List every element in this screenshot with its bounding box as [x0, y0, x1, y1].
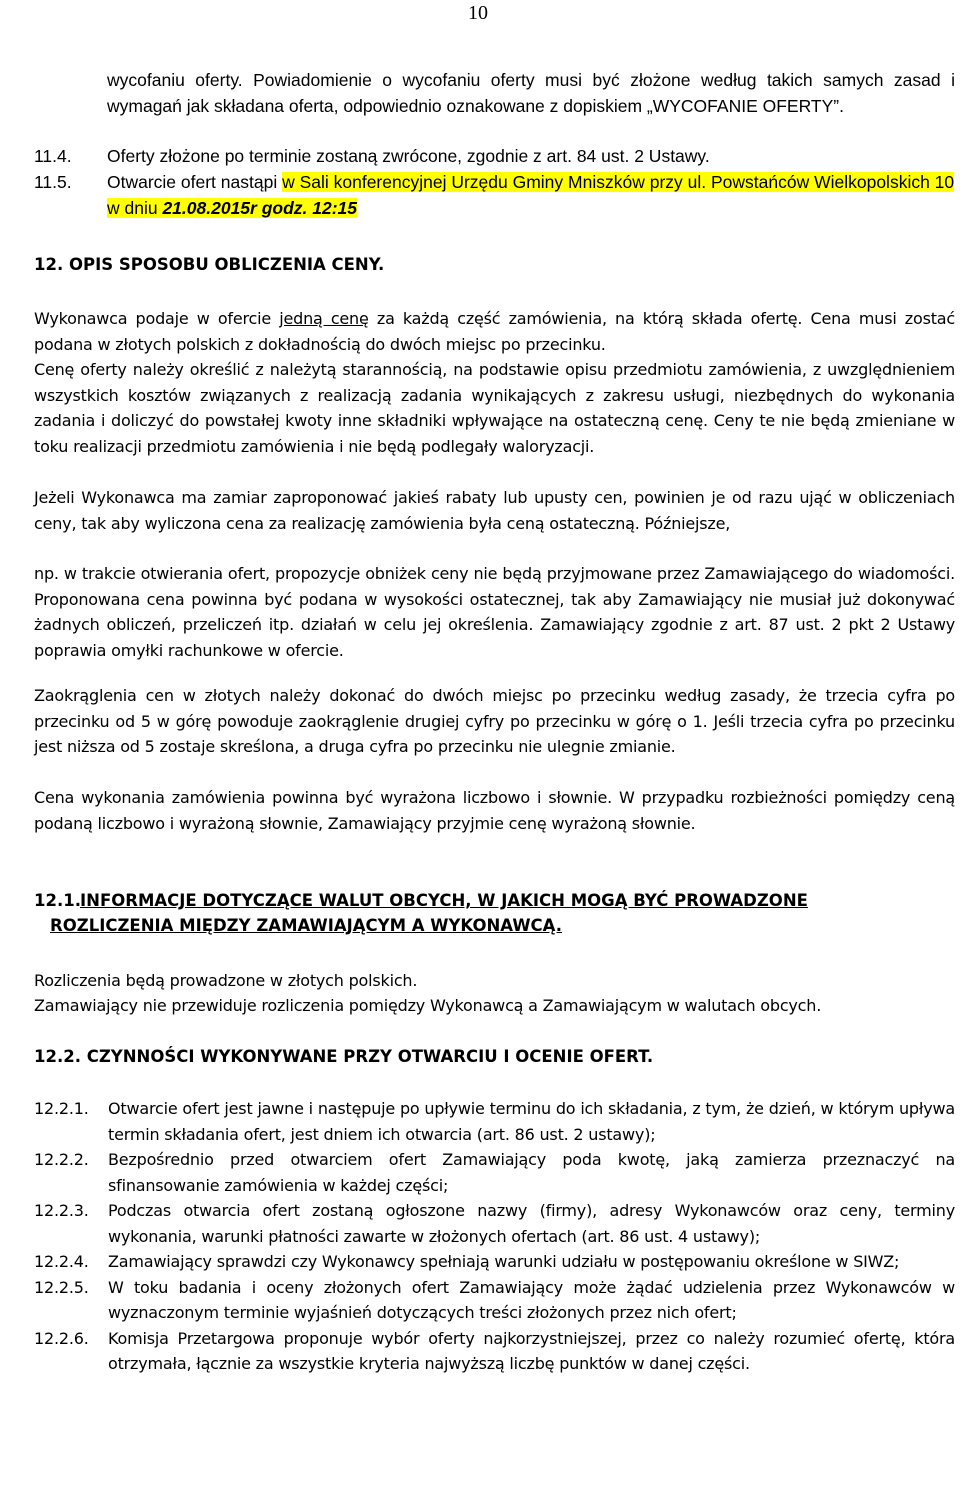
section-12-1-number: 12.1.: [34, 891, 81, 910]
item-number: 11.4.: [34, 146, 72, 166]
list-item: [34, 1275, 955, 1326]
currency-paragraph-1: Rozliczenia będą prowadzone w złotych polskich.: [34, 971, 418, 990]
item-text: Oferty złożone po terminie zostaną zwrócone, zgodnie z art. 84 ust. 2 Ustawy.: [107, 146, 710, 166]
section-12-1-title-line1: INFORMACJE DOTYCZĄCE WALUT OBCYCH, W JAKICH MOGĄ BYĆ PROWADZONE: [80, 891, 808, 910]
section-12-1-title-line2: ROZLICZENIA MIĘDZY ZAMAWIAJĄCYM A WYKONAWCĄ.: [50, 916, 562, 935]
section-12-1-heading: [34, 888, 955, 938]
opening-steps-list: [34, 1096, 955, 1377]
p1-pre: Wykonawca podaje w ofercie: [34, 309, 280, 328]
list-item: [34, 1249, 955, 1275]
list-item: [34, 1147, 955, 1198]
opening-location-highlight: w Sali konferencyjnej Urzędu Gminy Mniszków przy ul. Powstańców Wielkopolskich 10 w dniu: [107, 172, 955, 218]
price-words-paragraph: Cena wykonania zamówienia powinna być wyrażona liczbowo i słownie. W przypadku rozbieżności pomiędzy ceną podaną liczbowo i wyrażoną słownie, Zamawiający przyjmie cenę wyrażoną słownie.: [34, 788, 955, 833]
item-text: Zamawiający sprawdzi czy Wykonawcy spełniają warunki udziału w postępowaniu określone w SIWZ;: [108, 1252, 900, 1271]
currency-paragraph-2: Zamawiający nie przewiduje rozliczenia pomiędzy Wykonawcą a Zamawiającym w walutach obcych.: [34, 996, 822, 1015]
item-text: Otwarcie ofert jest jawne i następuje po upływie terminu do ich składania, z tym, że dzień, w którym upływa termin składania ofert, jest dniem ich otwarcia (art. 86 ust. 2 ustawy);: [108, 1099, 955, 1144]
item-text: [107, 170, 955, 221]
item-text: Bezpośrednio przed otwarciem ofert Zamawiający poda kwotę, jaką zamierza przeznaczyć na sfinansowanie zamówienia w każdej części;: [108, 1150, 955, 1195]
item-text: Komisja Przetargowa proponuje wybór oferty najkorzystniejszej, przez co należy rozumieć ofertę, która otrzymała, łącznie za wszystkie kryteria najwyższą liczbę punktów w danej części.: [108, 1328, 955, 1373]
opening-date-highlight: 21.08.2015r godz. 12:15: [162, 197, 358, 218]
item-number: 12.2.1.: [34, 1099, 89, 1118]
item-number: 12.2.5.: [34, 1277, 89, 1297]
withdrawal-paragraph: wycofaniu oferty. Powiadomienie o wycofaniu oferty musi być złożone według takich samych zasad i wymagań jak składana oferta, odpowiednio oznakowane z dopiskiem „WYCOFANIE OFERTY”.: [107, 70, 955, 116]
item-11-4: [34, 144, 710, 170]
page-number: 10: [468, 2, 488, 24]
list-item: [34, 1198, 955, 1249]
price-paragraph-3: Jeżeli Wykonawca ma zamiar zaproponować jakieś rabaty lub upusty cen, powinien je od razu ująć w obliczeniach ceny, tak aby wyliczona cena za realizację zamówienia była ceną ostateczną. Późniejsze,: [34, 488, 955, 533]
item-text: W toku badania i oceny złożonych ofert Zamawiający może żądać udzielenia przez Wykonawców w wyznaczonym terminie wyjaśnień dotyczących treści złożonych przez nich ofert;: [108, 1277, 955, 1322]
item-number: 12.2.4.: [34, 1252, 89, 1271]
list-item: [34, 1096, 955, 1147]
p1-post: za każdą część zamówienia, na którą składa ofertę. Cena musi zostać podana w złotych polskich z dokładnością do dwóch miejsc po przecinku.: [34, 309, 955, 354]
price-paragraph-2: Cenę oferty należy określić z należytą starannością, na podstawie opisu przedmiotu zamówienia, z uwzględnieniem wszystkich kosztów związanych z realizacją zadania wynikających z zakresu usługi, niezbędnych do wykonania zadania i doliczyć do powstałej kwoty inne składniki wpływające na ostateczną cenę. Ceny te nie będą zmieniane w toku realizacji przedmiotu zamówienia i nie będą podlegały waloryzacji.: [34, 360, 955, 456]
price-paragraph-1: [34, 306, 955, 357]
item-number: 12.2.2.: [34, 1150, 89, 1169]
section-12-heading: 12. OPIS SPOSOBU OBLICZENIA CENY.: [34, 255, 385, 274]
item-number: 11.5.: [34, 172, 72, 192]
item-11-5: [34, 170, 955, 221]
item-text: Podczas otwarcia ofert zostaną ogłoszone nazwy (firmy), adresy Wykonawców oraz ceny, terminy wykonania, warunki płatności zawarte w złożonych ofertach (art. 86 ust. 4 ustawy);: [108, 1201, 955, 1246]
price-paragraph-4: np. w trakcie otwierania ofert, propozycje obniżek ceny nie będą przyjmowane przez Zamawiającego do wiadomości. Proponowana cena powinna być podana w wysokości ostatecznej, tak aby Zamawiający nie musiał już dokonywać żadnych obliczeń, przeliczeń itp. działań w celu jej określenia. Zamawiający zgodnie z art. 87 ust. 2 pkt 2 Ustawy poprawia omyłki rachunkowe w ofercie.: [34, 564, 955, 660]
one-price-underline: jedną cenę: [279, 309, 369, 328]
opening-prefix: Otwarcie ofert nastąpi: [107, 172, 283, 192]
section-12-2-heading: 12.2. CZYNNOŚCI WYKONYWANE PRZY OTWARCIU I OCENIE OFERT.: [34, 1047, 654, 1066]
rounding-paragraph: Zaokrąglenia cen w złotych należy dokonać do dwóch miejsc po przecinku według zasady, że trzecia cyfra po przecinku od 5 w górę powoduje zaokrąglenie drugiej cyfry po przecinku w górę o 1. Jeśli trzecia cyfra po przecinku jest niższa od 5 zostaje skreślona, a druga cyfra po przecinku nie ulegnie zmianie.: [34, 686, 955, 756]
item-number: 12.2.3.: [34, 1201, 89, 1220]
item-number: 12.2.6.: [34, 1328, 89, 1348]
list-item: [34, 1326, 955, 1377]
